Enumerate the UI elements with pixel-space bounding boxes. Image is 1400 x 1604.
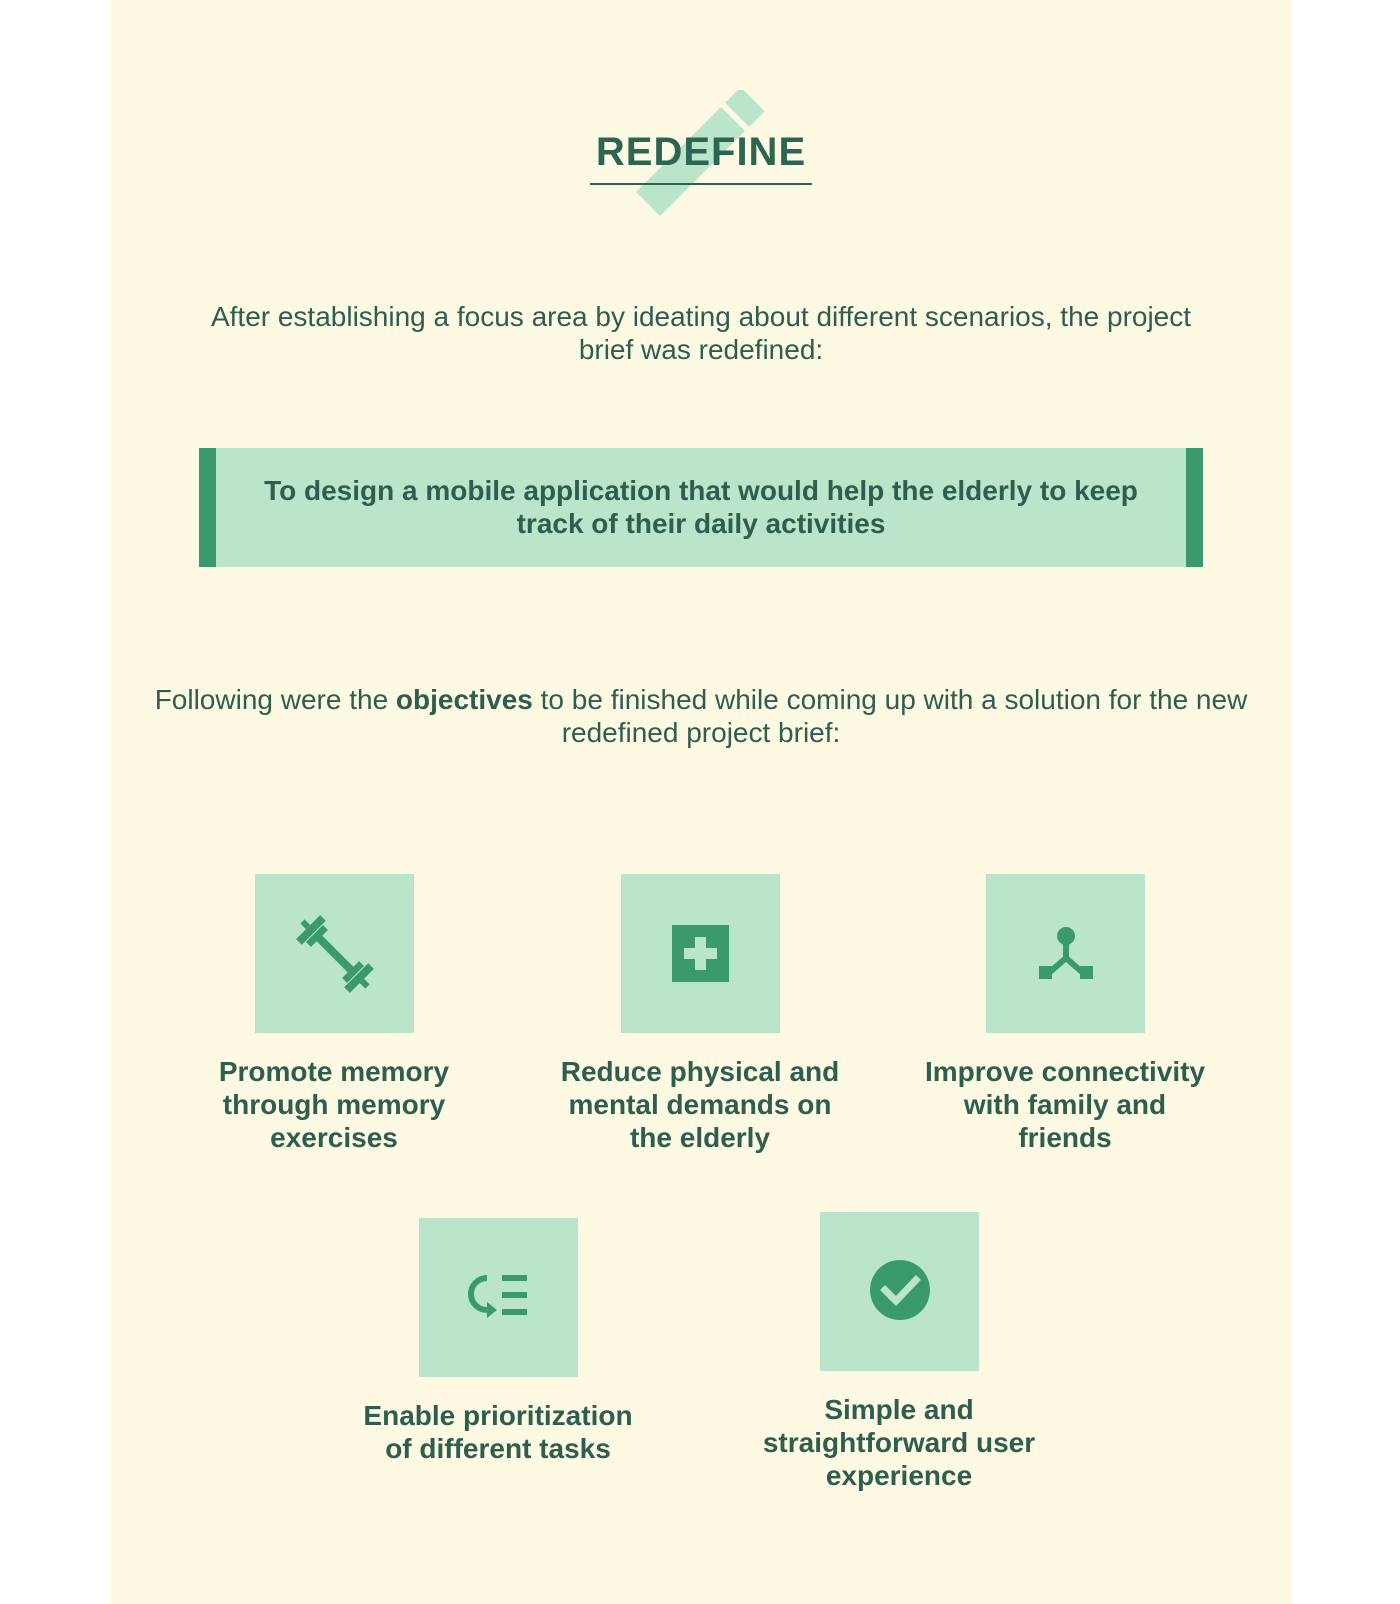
objective-tile bbox=[419, 1218, 578, 1377]
objective-card-simple bbox=[754, 1212, 1044, 1492]
priority-list-icon bbox=[419, 1218, 578, 1377]
objective-card-prioritization bbox=[353, 1218, 643, 1465]
redefine-page bbox=[110, 0, 1292, 1604]
title-underline bbox=[590, 183, 812, 185]
title-block bbox=[590, 90, 830, 220]
page-title: REDEFINE bbox=[595, 130, 807, 174]
project-brief-box bbox=[199, 448, 1203, 567]
check-circle-icon bbox=[820, 1212, 979, 1371]
objective-card-memory bbox=[189, 874, 479, 1154]
objectives-intro bbox=[150, 683, 1252, 749]
objective-tile bbox=[621, 874, 780, 1033]
objectives-intro-after: to be finished while coming up with a solution for the new redefined project brief: bbox=[532, 684, 1248, 748]
dumbbell-icon bbox=[255, 874, 414, 1033]
objective-tile bbox=[986, 874, 1145, 1033]
brief-left-bar bbox=[199, 448, 216, 567]
first-aid-icon bbox=[621, 874, 780, 1033]
connection-icon bbox=[986, 874, 1145, 1033]
intro-text: After establishing a focus area by ideating about different scenarios, the project brief was redefined: bbox=[210, 301, 1192, 365]
objective-card-connectivity bbox=[920, 874, 1210, 1154]
objective-tile bbox=[255, 874, 414, 1033]
objective-label: Simple and straightforward user experience bbox=[762, 1394, 1036, 1491]
objective-tile bbox=[820, 1212, 979, 1371]
objectives-intro-before: Following were the bbox=[154, 684, 396, 715]
objective-label: Enable prioritization of different tasks bbox=[363, 1400, 633, 1464]
project-brief-text: To design a mobile application that would help the elderly to keep track of their daily activities bbox=[264, 475, 1138, 539]
objective-label: Reduce physical and mental demands on the elderly bbox=[560, 1056, 840, 1153]
brief-right-bar bbox=[1186, 448, 1203, 567]
objective-label: Improve connectivity with family and friends bbox=[924, 1056, 1206, 1153]
objectives-intro-emphasis: objectives bbox=[395, 684, 533, 715]
objective-card-demands bbox=[555, 874, 845, 1154]
objective-label: Promote memory through memory exercises bbox=[218, 1056, 450, 1153]
